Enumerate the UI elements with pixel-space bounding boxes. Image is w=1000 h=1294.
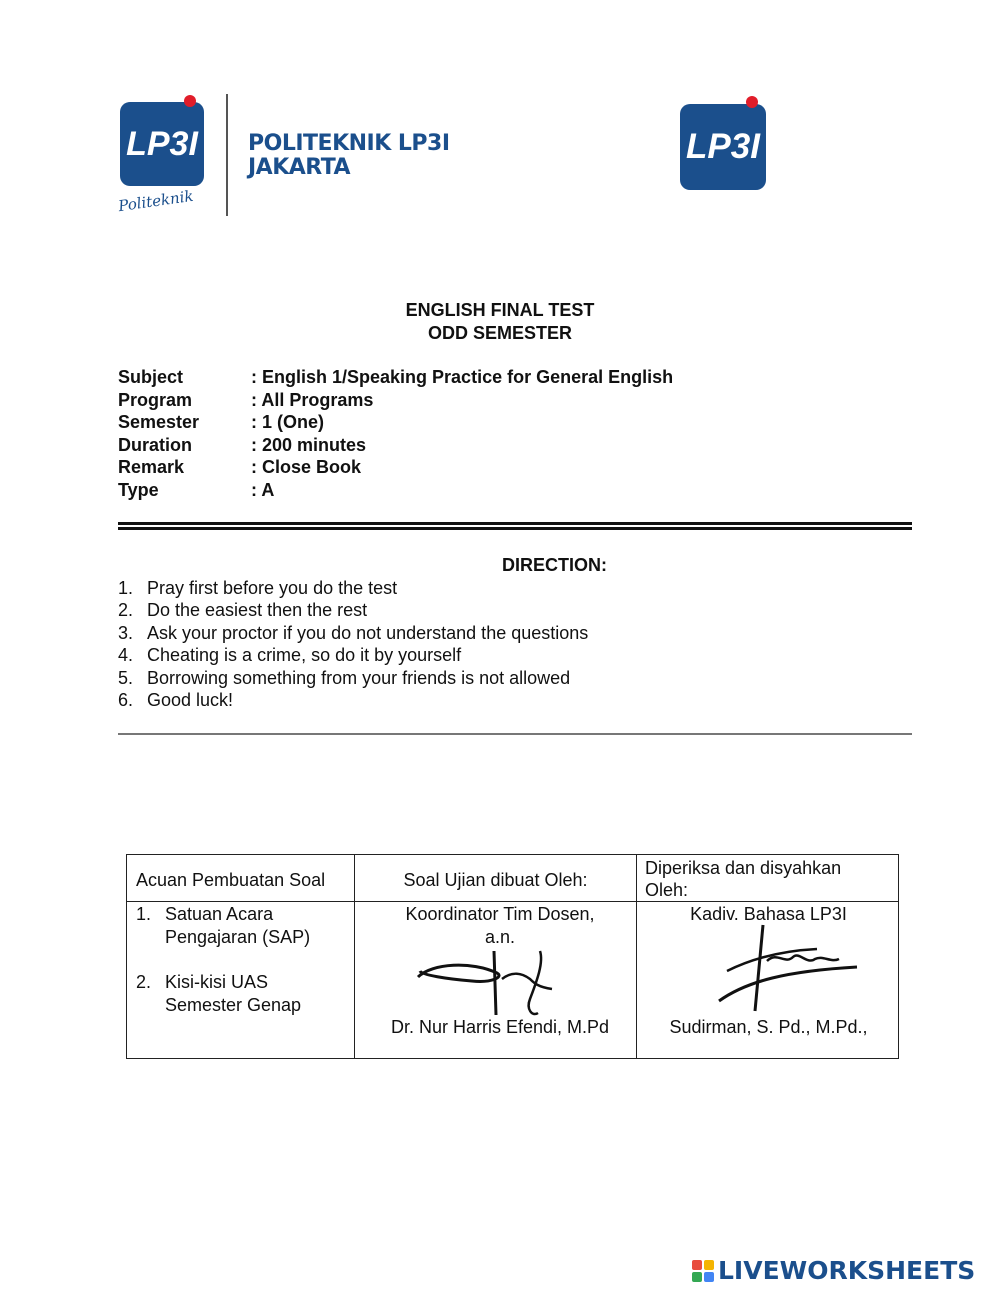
approver-role: Kadiv. Bahasa LP3I (690, 904, 847, 924)
brand-line-1: POLITEKNIK LP3I (248, 131, 450, 156)
info-value: : Close Book (251, 457, 362, 477)
approval-table (126, 854, 899, 1059)
author-role-1: Koordinator Tim Dosen, (405, 904, 595, 924)
list-number: 6. (118, 690, 134, 710)
double-rule-top (118, 522, 912, 525)
ref-item-1-line2: Pengajaran (SAP) (165, 927, 311, 947)
ref-item-2-num: 2. (136, 972, 152, 992)
direction-bottom-rule (118, 733, 912, 735)
header-acuan: Acuan Pembuatan Soal (136, 870, 326, 890)
approver-name: Sudirman, S. Pd., M.Pd., (669, 1017, 868, 1037)
icon-tile-red (692, 1260, 702, 1270)
header-diperiksa-2: Oleh: (645, 880, 689, 900)
table-header-divider (127, 901, 898, 902)
list-text: Borrowing something from your friends is not allowed (147, 668, 571, 688)
list-number: 5. (118, 668, 134, 688)
double-rule-bottom (118, 527, 912, 530)
icon-tile-green (692, 1272, 702, 1282)
info-label: Subject (118, 367, 184, 387)
info-label: Semester (118, 412, 200, 432)
list-number: 3. (118, 623, 134, 643)
logo-dot-left (184, 95, 196, 107)
info-label: Remark (118, 457, 185, 477)
icon-tile-blue (704, 1272, 714, 1282)
ref-item-2-line2: Semester Genap (165, 995, 302, 1015)
info-value: : 1 (One) (251, 412, 325, 432)
author-name: Dr. Nur Harris Efendi, M.Pd (390, 1017, 610, 1037)
info-value: : A (251, 480, 275, 500)
header-diperiksa-1: Diperiksa dan disyahkan (645, 858, 842, 878)
test-subtitle: ODD SEMESTER (427, 323, 573, 343)
header-soal: Soal Ujian dibuat Oleh: (403, 870, 588, 890)
author-role-2: a.n. (484, 927, 516, 947)
list-number: 1. (118, 578, 134, 598)
logo-mark-left: LP3I (126, 124, 198, 163)
info-label: Type (118, 480, 159, 500)
list-text: Pray first before you do the test (147, 578, 398, 598)
lp3i-logo-left (120, 102, 204, 186)
ref-item-2-line1: Kisi-kisi UAS (165, 972, 269, 992)
direction-heading: DIRECTION: (502, 555, 607, 575)
test-title: ENGLISH FINAL TEST (405, 300, 595, 320)
ref-item-1-num: 1. (136, 904, 152, 924)
logo-mark-right: LP3I (686, 127, 760, 166)
logo-script: Politeknik (117, 186, 195, 216)
approver-signature (707, 921, 867, 1016)
list-number: 2. (118, 600, 134, 620)
list-text: Do the easiest then the rest (147, 600, 368, 620)
list-text: Cheating is a crime, so do it by yourself (147, 645, 462, 665)
ref-item-1-line1: Satuan Acara (165, 904, 274, 924)
liveworksheets-logo (692, 1256, 975, 1285)
info-value: : 200 minutes (251, 435, 367, 455)
liveworksheets-wordmark: LIVEWORKSHEETS (718, 1256, 976, 1285)
list-text: Good luck! (147, 690, 234, 710)
author-signature (412, 943, 562, 1023)
lp3i-logo-right (680, 104, 766, 190)
info-value: : All Programs (251, 390, 374, 410)
info-value: : English 1/Speaking Practice for General English (251, 367, 674, 387)
logo-dot-right (746, 96, 758, 108)
info-label: Duration (118, 435, 192, 455)
list-number: 4. (118, 645, 134, 665)
info-label: Program (118, 390, 193, 410)
brand-line-2: JAKARTA (248, 155, 351, 180)
liveworksheets-icon (692, 1260, 714, 1282)
icon-tile-yellow (704, 1260, 714, 1270)
list-text: Ask your proctor if you do not understand the questions (147, 623, 589, 643)
header-divider (226, 94, 228, 216)
